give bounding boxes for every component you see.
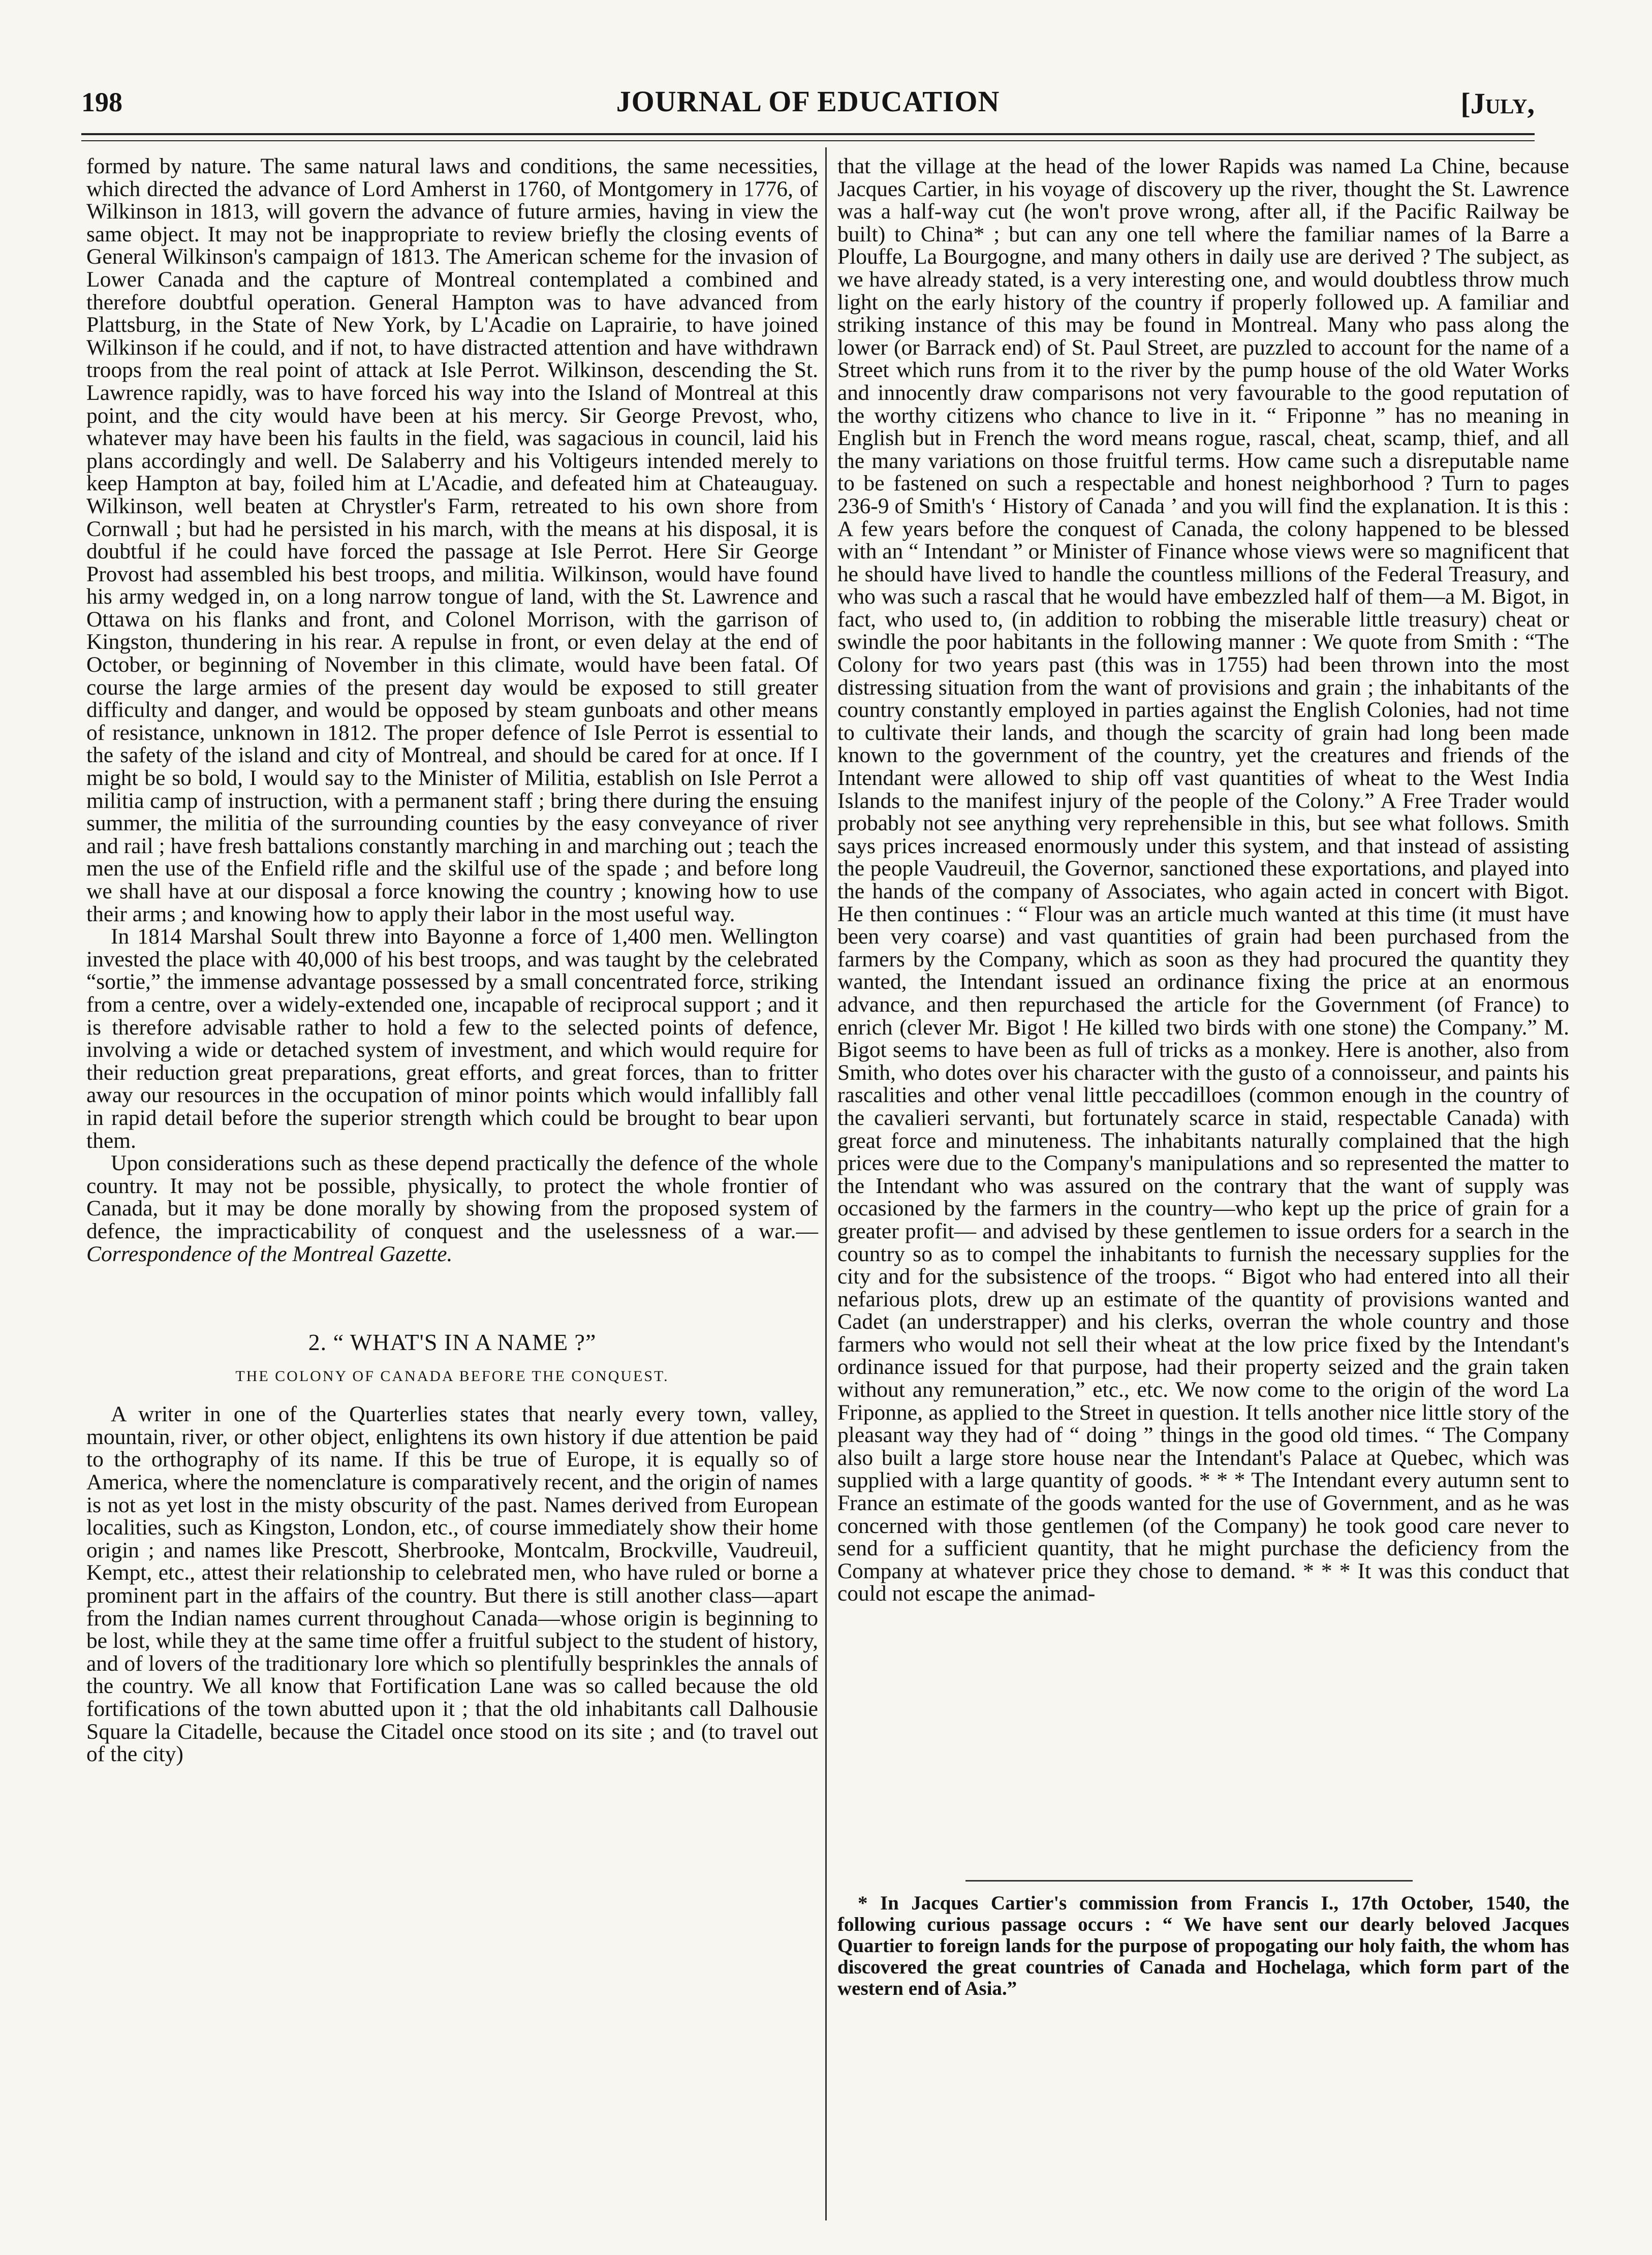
article-credit: Correspondence of the Montreal Gazette. (86, 1241, 453, 1266)
header-rule-thick (81, 133, 1535, 135)
left-paragraph-2: In 1814 Marshal Soult threw into Bayonne a force of 1,400 men. Wellington invested the place with 40,000 of his best troops, and was taught by the celebrated “sortie,” the immense advantage possessed by a small concentrated force, striking from a centre, over a widely-extended one, incapable of reciprocal support ; and it is therefore advisable rather to hold a few to the selected points of defence, involving a wide or detached system of investment, and which would require for their reduction great preparations, great efforts, and great forces, than to fritter away our resources in the occupation of minor points which would infallibly fall in rapid detail before the superior strength which could be brought to bear upon them. (86, 924, 818, 1153)
page-number: 198 (81, 87, 122, 117)
right-column (837, 155, 1569, 1605)
left-paragraph-3-text: Upon considerations such as these depend practically the defence of the whole country. It may not be possible, physically, to protect the whole frontier of Canada, but it may be done morally by showing from the proposed system of defence, the impracticability of conquest and the uselessness of a war.— (86, 1151, 818, 1243)
left-paragraph-4: A writer in one of the Quarterlies states that nearly every town, valley, mountain, river, or other object, enlightens its own history if due attention be paid to the orthography of its name. If this be true of Europe, it is equally so of America, where the nomenclature is comparatively recent, and the origin of names is not as yet lost in the misty obscurity of the past. Names derived from European localities, such as Kingston, London, etc., of course immediately show their home origin ; and names like Prescott, Sherbrooke, Montcalm, Brockville, Vaudreuil, Kempt, etc., attest their relationship to celebrated men, who have ruled or borne a prominent part in the affairs of the country. But there is still another class—apart from the Indian names current throughout Canada—whose origin is beginning to be lost, while they at the same time offer a fruitful subject to the student of history, and of lovers of the traditionary lore which so plentifully besprinkles the annals of the country. We all know that Fortification Lane was so called because the old fortifications of the town abutted upon it ; that the old inhabitants call Dalhousie Square la Citadelle, because the Citadel once stood on its site ; and (to travel out of the city) (86, 1402, 818, 1767)
header-month: [July, (1460, 87, 1535, 120)
footnote (837, 1893, 1569, 1999)
section-title: 2. “ WHAT'S IN A NAME ?” (308, 1329, 597, 1356)
right-paragraph-1: that the village at the head of the lower Rapids was named La Chine, because Jacques Cartier, in his voyage of discovery up the river, thought the St. Lawrence was a half-way cut (he won't prove wrong, after all, if the Pacific Railway be built) to China* ; but can any one tell where the familiar names of la Barre a Plouffe, La Bourgogne, and many others in daily use are derived ? The subject, as we have already stated, is a very interesting one, and would doubtless throw much light on the early history of the country if properly followed up. A familiar and striking instance of this may be found in Montreal. Many who pass along the lower (or Barrack end) of St. Paul Street, are puzzled to account for the name of a Street which runs from it to the river by the pump house of the old Water Works and innocently draw comparisons not very favourable to the good reputation of the worthy citizens who chance to live in it. “ Friponne ” has no meaning in English but in French the word means rogue, rascal, cheat, scamp, thief, and all the many variations on those fruitful terms. How came such a disreputable name to be fastened on such a respectable and honest neighborhood ? Turn to pages 236-9 of Smith's ‘ History of Canada ’ and you will find the explanation. It is this : A few years before the conquest of Canada, the colony happened to be blessed with an “ Intendant ” or Minister of Finance whose views were so magnificent that he should have lived to handle the countless millions of the Federal Treasury, and who was such a rascal that he would have embezzled half of them—a M. Bigot, in fact, who used to, (in addition to robbing the miserable little treasury) cheat or swindle the poor habitants in the following manner : We quote from Smith : “The Colony for two years past (this was in 1755) had been thrown into the most distressing situation from the want of provisions and grain ; the inhabitants of the country constantly employed in parties against the English Colonies, had not time to cultivate their lands, and though the scarcity of grain had long been made known to the government of the country, yet the creatures and friends of the Intendant were allowed to ship off vast quantities of wheat to the West India Islands to the manifest injury of the people of the Colony.” A Free Trader would probably not see anything very reprehensible in this, but see what follows. Smith says prices increased enormously under this system, and that instead of assisting the people Vaudreuil, the Governor, sanctioned these exportations, and played into the hands of the company of Associates, who again acted in concert with Bigot. He then continues : “ Flour was an article much wanted at this time (it must have been very coarse) and vast quantities of grain had been purchased from the farmers by the Company, which as soon as they had procured the quantity they wanted, the Intendant issued an ordinance fixing the price at an enormous advance, and then repurchased the article for the Government (of France) to enrich (clever Mr. Bigot ! He killed two birds with one stone) the Company.” M. Bigot seems to have been as full of tricks as a monkey. Here is another, also from Smith, who dotes over his character with the gusto of a connoisseur, and paints his rascalities and other venal little peccadilloes (common enough in the country of the cavalieri servanti, but fortunately scarce in staid, respectable Canada) with great force and minuteness. The inhabitants naturally complained that the high prices were due to the Company's manipulations and so represented the matter to the Intendant who was assured on the contrary that the want of supply was occasioned by the farmers in the country—who kept up the price of grain for a greater profit— and advised by these gentlemen to issue orders for a search in the country so as to compel the inhabitants to furnish the necessary supplies for the city and for the subsistence of the troops. “ Bigot who had entered into all their nefarious plots, drew up an estimate of the quantity of provisions wanted and Cadet (an understrapper) and his clerks, overran the whole country and those farmers who would not sell their wheat at the low price fixed by the Intendant's ordinance issued for that purpose, had their property seized and the grain taken without any remuneration,” etc., etc. We now come to the origin of the word La Friponne, as applied to the Street in question. It tells another nice little story of the pleasant way they had of “ doing ” things in the good old times. “ The Company also built a large store house near the Intendant's Palace at Quebec, which was supplied with a large quantity of goods. * * * The Intendant every autumn sent to France an estimate of the goods wanted for the use of Government, and as he was concerned with those gentlemen (of the Company) he took good care never to send for a sufficient quantity, that he might purchase the deficiency from the Company at whatever price they chose to demand. * * * It was this conduct that could not escape the animad- (837, 154, 1569, 1606)
left-paragraph-3 (86, 1152, 818, 1265)
footnote-rule (965, 1880, 1413, 1882)
section-subtitle: THE COLONY OF CANADA BEFORE THE CONQUEST. (235, 1367, 669, 1385)
journal-title: JOURNAL OF EDUCATION (616, 85, 1000, 118)
footnote-text: * In Jacques Cartier's commission from Francis I., 17th October, 1540, the following curious passage occurs : “ We have sent our dearly beloved Jacques Quartier to foreign lands for the purpose of propogating our holy faith, the whom has discovered the great countries of Canada and Hochelaga, which form part of the western end of Asia.” (837, 1892, 1569, 1999)
page-header (81, 86, 1535, 132)
left-column (86, 155, 818, 1766)
header-rule-thin (81, 140, 1535, 141)
left-paragraph-1: formed by nature. The same natural laws and conditions, the same necessities, which directed the advance of Lord Amherst in 1760, of Montgomery in 1776, of Wilkinson in 1813, will govern the advance of future armies, having in view the same object. It may not be inappropriate to review briefly the closing events of General Wilkinson's campaign of 1813. The American scheme for the invasion of Lower Canada and the capture of Montreal contemplated a combined and therefore doubtful operation. General Hampton was to have advanced from Plattsburg, in the State of New York, by L'Acadie on Laprairie, to have joined Wilkinson if he could, and if not, to have distracted attention and have withdrawn troops from the real point of attack at Isle Perrot. Wilkinson, descending the St. Lawrence rapidly, was to have forced his way into the Island of Montreal at this point, and the city would have been at his mercy. Sir George Prevost, who, whatever may have been his faults in the field, was sagacious in council, laid his plans accordingly and well. De Salaberry and his Voltigeurs intended merely to keep Hampton at bay, foiled him at L'Acadie, and defeated him at Chateauguay. Wilkinson, well beaten at Chrystler's Farm, retreated to his own shore from Cornwall ; but had he persisted in his march, with the means at his disposal, it is doubtful if he could have forced the passage at Isle Perrot. Here Sir George Provost had assembled his best troops, and militia. Wilkinson, would have found his army wedged in, on a long narrow tongue of land, with the St. Lawrence and Ottawa on his flanks and front, and Colonel Morrison, with the garrison of Kingston, thundering in his rear. A repulse in front, or even delay at the end of October, or beginning of November in this climate, would have been fatal. Of course the large armies of the present day would be exposed to still greater difficulty and danger, and would be opposed by steam gunboats and other means of resistance, unknown in 1812. The proper defence of Isle Perrot is essential to the safety of the island and city of Montreal, and should be cared for at once. If I might be so bold, I would say to the Minister of Militia, establish on Isle Perrot a militia camp of instruction, with a permanent staff ; bring there during the ensuing summer, the militia of the surrounding counties by the easy conveyance of river and rail ; have fresh battalions constantly marching in and marching out ; teach the men the use of the Enfield rifle and the skilful use of the spade ; and before long we shall have at our disposal a force knowing the country ; knowing how to use their arms ; and knowing how to apply their labor in the most useful way. (86, 154, 818, 926)
column-divider (825, 147, 827, 2220)
